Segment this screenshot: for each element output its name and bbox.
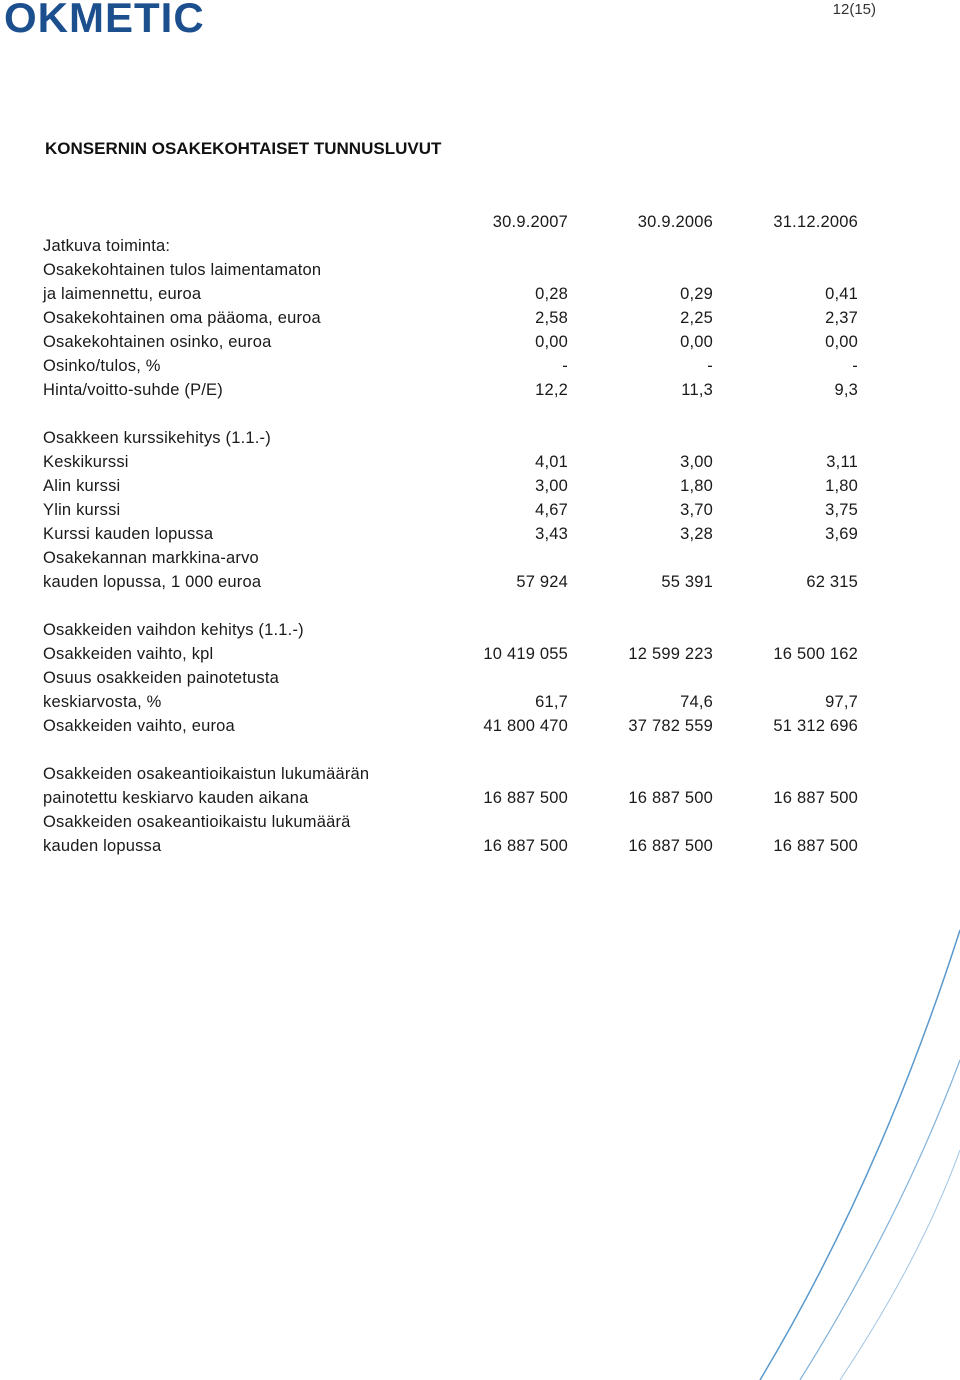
document-title: KONSERNIN OSAKEKOHTAISET TUNNUSLUVUT bbox=[45, 139, 442, 158]
row-value: 57 924 bbox=[516, 573, 568, 591]
table-row bbox=[43, 762, 858, 786]
row-value bbox=[423, 738, 568, 762]
row-label: Osakekannan markkina-arvo bbox=[43, 549, 259, 567]
row-value: 16 887 500 bbox=[483, 789, 568, 807]
table-row bbox=[43, 258, 858, 282]
table-spacer-row bbox=[43, 594, 858, 618]
row-value bbox=[568, 738, 713, 762]
row-value bbox=[423, 594, 568, 618]
table-row bbox=[43, 282, 858, 306]
table-row bbox=[43, 666, 858, 690]
row-value: 3,00 bbox=[535, 477, 568, 495]
table-row bbox=[43, 474, 858, 498]
row-label: Hinta/voitto-suhde (P/E) bbox=[43, 381, 223, 399]
table-row bbox=[43, 570, 858, 594]
table-row bbox=[43, 426, 858, 450]
row-label: Osakkeiden vaihto, kpl bbox=[43, 645, 214, 663]
row-label: Osakkeiden osakeantioikaistu lukumäärä bbox=[43, 813, 351, 831]
table-row bbox=[43, 234, 858, 258]
table-header-row bbox=[43, 210, 858, 234]
row-value bbox=[568, 810, 713, 834]
row-value bbox=[713, 810, 858, 834]
row-value: 51 312 696 bbox=[773, 717, 858, 735]
row-value: 0,28 bbox=[535, 285, 568, 303]
row-value bbox=[568, 618, 713, 642]
row-value: 16 887 500 bbox=[773, 837, 858, 855]
row-value bbox=[568, 546, 713, 570]
row-value bbox=[568, 402, 713, 426]
row-label bbox=[43, 738, 423, 762]
table-row bbox=[43, 522, 858, 546]
row-value: 3,69 bbox=[825, 525, 858, 543]
row-label: Jatkuva toiminta: bbox=[43, 237, 171, 255]
row-value: 9,3 bbox=[834, 381, 858, 399]
row-value: 0,00 bbox=[680, 333, 713, 351]
row-value bbox=[713, 618, 858, 642]
row-label: Kurssi kauden lopussa bbox=[43, 525, 214, 543]
row-label: Ylin kurssi bbox=[43, 501, 121, 519]
column-header: 30.9.2006 bbox=[637, 213, 713, 231]
row-value: 12 599 223 bbox=[628, 645, 713, 663]
row-value bbox=[713, 762, 858, 786]
row-label: painotettu keskiarvo kauden aikana bbox=[43, 789, 309, 807]
header-label-cell bbox=[43, 210, 423, 234]
row-value bbox=[568, 594, 713, 618]
row-value: - bbox=[562, 357, 568, 375]
row-value bbox=[713, 546, 858, 570]
wave-line-1 bbox=[760, 930, 960, 1380]
row-label bbox=[43, 402, 423, 426]
row-value: 97,7 bbox=[825, 693, 858, 711]
row-value bbox=[713, 594, 858, 618]
table-row bbox=[43, 354, 858, 378]
row-label: ja laimennettu, euroa bbox=[43, 285, 202, 303]
table-row bbox=[43, 690, 858, 714]
table-row bbox=[43, 642, 858, 666]
row-value: 3,11 bbox=[826, 453, 858, 471]
row-value bbox=[423, 810, 568, 834]
row-value bbox=[423, 618, 568, 642]
table-spacer-row bbox=[43, 738, 858, 762]
row-label: Osakkeiden vaihdon kehitys (1.1.-) bbox=[43, 621, 304, 639]
row-value bbox=[423, 234, 568, 258]
row-value bbox=[713, 426, 858, 450]
okmetic-logo: OKMETIC bbox=[4, 0, 205, 41]
row-value: 3,75 bbox=[825, 501, 858, 519]
row-value: 55 391 bbox=[661, 573, 713, 591]
row-value: 16 887 500 bbox=[483, 837, 568, 855]
row-value bbox=[423, 426, 568, 450]
row-value bbox=[568, 666, 713, 690]
table-row bbox=[43, 498, 858, 522]
row-value bbox=[713, 666, 858, 690]
row-value bbox=[568, 258, 713, 282]
page-number: 12(15) bbox=[832, 1, 876, 18]
row-value: 0,00 bbox=[535, 333, 568, 351]
row-label: Osakekohtainen osinko, euroa bbox=[43, 333, 272, 351]
row-value: 16 887 500 bbox=[628, 789, 713, 807]
row-value: 61,7 bbox=[535, 693, 568, 711]
row-value bbox=[713, 258, 858, 282]
row-value: 12,2 bbox=[535, 381, 568, 399]
row-value bbox=[568, 426, 713, 450]
row-value bbox=[423, 402, 568, 426]
row-value: 1,80 bbox=[825, 477, 858, 495]
row-value: 0,00 bbox=[825, 333, 858, 351]
table-row bbox=[43, 378, 858, 402]
table-row bbox=[43, 450, 858, 474]
table-row bbox=[43, 306, 858, 330]
row-label: Keskikurssi bbox=[43, 453, 129, 471]
column-header: 30.9.2007 bbox=[492, 213, 568, 231]
row-value: 11,3 bbox=[681, 381, 713, 399]
table-row bbox=[43, 810, 858, 834]
table-row bbox=[43, 546, 858, 570]
row-value: 41 800 470 bbox=[483, 717, 568, 735]
table-row bbox=[43, 618, 858, 642]
row-value bbox=[713, 402, 858, 426]
row-value bbox=[568, 234, 713, 258]
row-value: 16 887 500 bbox=[628, 837, 713, 855]
wave-line-2 bbox=[800, 1060, 960, 1380]
row-label: kauden lopussa bbox=[43, 837, 162, 855]
row-value: 2,37 bbox=[825, 309, 858, 327]
row-value: 74,6 bbox=[680, 693, 713, 711]
row-label: Osakkeiden vaihto, euroa bbox=[43, 717, 235, 735]
row-value bbox=[423, 666, 568, 690]
column-header: 31.12.2006 bbox=[773, 213, 858, 231]
table-spacer-row bbox=[43, 402, 858, 426]
row-label: Osuus osakkeiden painotetusta bbox=[43, 669, 280, 687]
row-value bbox=[423, 546, 568, 570]
row-value: 3,00 bbox=[680, 453, 713, 471]
row-value: 0,29 bbox=[680, 285, 713, 303]
row-value: 3,70 bbox=[680, 501, 713, 519]
table-row bbox=[43, 834, 858, 858]
row-value: 1,80 bbox=[680, 477, 713, 495]
row-value: 16 500 162 bbox=[773, 645, 858, 663]
row-label: keskiarvosta, % bbox=[43, 693, 162, 711]
row-value: 3,43 bbox=[535, 525, 568, 543]
row-label: Osakkeen kurssikehitys (1.1.-) bbox=[43, 429, 271, 447]
row-value: 37 782 559 bbox=[628, 717, 713, 735]
row-value: 3,28 bbox=[680, 525, 713, 543]
table-row bbox=[43, 330, 858, 354]
row-value bbox=[423, 258, 568, 282]
row-value bbox=[423, 762, 568, 786]
row-label: kauden lopussa, 1 000 euroa bbox=[43, 573, 262, 591]
row-label: Osakekohtainen tulos laimentamaton bbox=[43, 261, 322, 279]
row-value bbox=[713, 234, 858, 258]
row-value: 16 887 500 bbox=[773, 789, 858, 807]
table-row bbox=[43, 714, 858, 738]
wave-line-3 bbox=[840, 1150, 960, 1380]
row-value: 4,01 bbox=[535, 453, 568, 471]
row-value: 2,25 bbox=[680, 309, 713, 327]
table-row bbox=[43, 786, 858, 810]
row-value: 0,41 bbox=[825, 285, 858, 303]
row-label bbox=[43, 594, 423, 618]
row-value bbox=[713, 738, 858, 762]
row-label: Osinko/tulos, % bbox=[43, 357, 161, 375]
row-value: - bbox=[707, 357, 713, 375]
row-label: Alin kurssi bbox=[43, 477, 121, 495]
row-label: Osakekohtainen oma pääoma, euroa bbox=[43, 309, 321, 327]
row-value: - bbox=[852, 357, 858, 375]
key-figures-table bbox=[43, 210, 858, 858]
row-value: 10 419 055 bbox=[483, 645, 568, 663]
row-label: Osakkeiden osakeantioikaistun lukumäärän bbox=[43, 765, 370, 783]
row-value bbox=[568, 762, 713, 786]
row-value: 4,67 bbox=[535, 501, 568, 519]
row-value: 62 315 bbox=[806, 573, 858, 591]
row-value: 2,58 bbox=[535, 309, 568, 327]
